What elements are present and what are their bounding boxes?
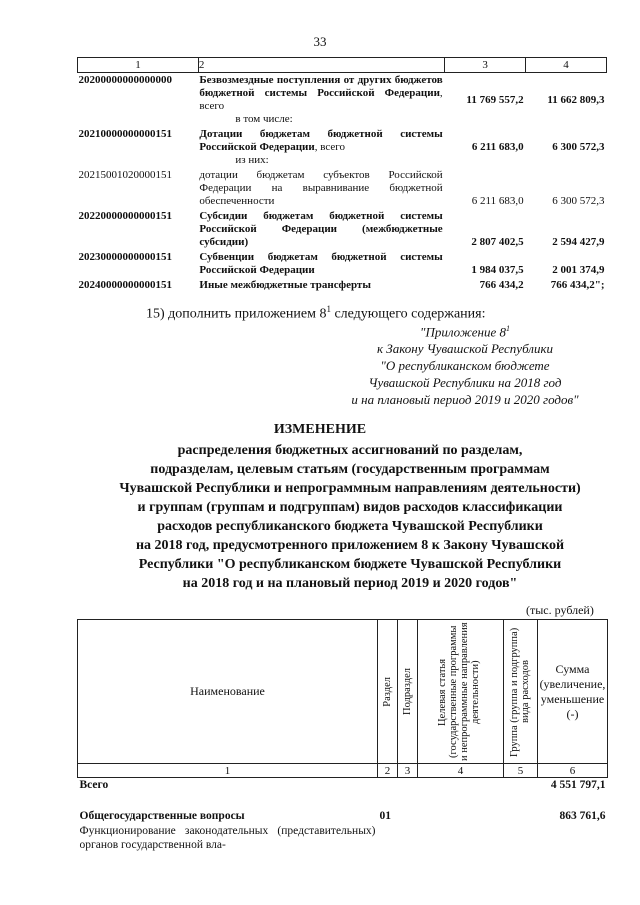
subtitle-line: на 2018 год и на плановый период 2019 и 2020 годов" — [182, 576, 518, 591]
header-subsection: Подраздел — [398, 620, 418, 764]
col-number: 3 — [445, 58, 526, 73]
table-row — [78, 823, 608, 853]
header-sum: Сумма (увеличение, уменьшение (-) — [538, 620, 608, 764]
row-name: Иные межбюджетные трансферты — [199, 279, 371, 291]
col-number: 5 — [504, 764, 538, 778]
budget-code: 20200000000000000 — [78, 74, 172, 86]
table-row — [78, 209, 607, 250]
budget-code: 20220000000000151 — [78, 210, 172, 222]
row-name: Функционирование законодательных (представительных) органов государственной вла- — [79, 825, 376, 851]
value-2020: 6 300 572,3 — [552, 195, 605, 207]
col-number: 2 — [198, 58, 444, 73]
value-2020: 6 300 572,3 — [552, 141, 605, 153]
document-title: ИЗМЕНЕНИЕ — [273, 422, 367, 437]
col-number: 1 — [78, 58, 199, 73]
value-2019: 1 984 037,5 — [471, 264, 524, 276]
subtitle-line: на 2018 год, предусмотренного приложением 8 к Закону Чувашской — [135, 538, 565, 553]
value-2020: 766 434,2"; — [550, 279, 605, 291]
table-row — [78, 168, 607, 209]
col-number: 3 — [398, 764, 418, 778]
header-name: Наименование — [78, 620, 378, 764]
budget-code: 20210000000000151 — [78, 128, 172, 140]
total-label: Всего — [79, 779, 109, 791]
row-name: дотации бюджетам субъектов Российской Федерации на выравнивание бюджетной обеспеченности — [199, 169, 443, 207]
subtitle-line: подразделам, целевым статьям (государственным программам — [150, 462, 550, 477]
allocation-table — [77, 619, 608, 853]
subtitle-line: расходов республиканского бюджета Чувашской Республики — [157, 519, 543, 534]
total-value: 4 551 797,1 — [550, 779, 606, 791]
col-number: 4 — [526, 58, 607, 73]
document-subtitle — [90, 441, 610, 593]
total-row — [78, 778, 608, 793]
row-name: Безвозмездные поступления от других бюджетов бюджетной системы Российской Федерации, всего в том числе: — [199, 74, 443, 125]
col-number: 2 — [378, 764, 398, 778]
value-2020: 2 001 374,9 — [552, 264, 605, 276]
appendix-line: Чувашской Республики на 2018 год — [368, 375, 562, 391]
row-name: Дотации бюджетам бюджетной системы Российской Федерации, всего из них: — [199, 128, 443, 166]
col-number: 4 — [418, 764, 504, 778]
paragraph-15: 15) дополнить приложением $8^1$ следующего содержания: — [146, 304, 486, 322]
table-row — [78, 127, 607, 168]
value-2019: 766 434,2 — [479, 279, 524, 291]
row-name: Субвенции бюджетам бюджетной системы Российской Федерации — [199, 251, 443, 276]
col-number: 6 — [538, 764, 608, 778]
header-expense-group: Группа (группа и подгруппа) вида расходов — [504, 620, 538, 764]
revenue-table — [77, 57, 607, 293]
value-2019: 6 211 683,0 — [471, 195, 524, 207]
row-value: 863 761,6 — [559, 810, 606, 822]
subtitle-line: и группам (группам и подгруппам) видов расходов классификации — [137, 500, 563, 515]
appendix-line: "О республиканском бюджете — [380, 358, 550, 374]
page-number: 33 — [313, 34, 327, 49]
row-name: Общегосударственные вопросы — [79, 810, 245, 822]
appendix-heading — [320, 320, 610, 408]
table-row — [78, 278, 607, 293]
subtitle-line: распределения бюджетных ассигнований по разделам, — [177, 443, 523, 458]
column-number-row — [78, 764, 608, 778]
header-row — [78, 620, 608, 764]
value-2019: 11 769 557,2 — [466, 93, 524, 106]
value-2020: 11 662 809,3 — [547, 93, 605, 106]
column-number-row — [78, 58, 607, 73]
budget-code: 20215001020000151 — [78, 169, 172, 181]
table-row — [78, 73, 607, 128]
appendix-line: и на плановый период 2019 и 2020 годов" — [351, 392, 579, 408]
subtitle-line: Республики "О республиканском бюджете Чувашской Республики — [138, 557, 562, 572]
appendix-line: "Приложение $8^1$ — [419, 324, 510, 340]
budget-code: 20230000000000151 — [78, 251, 172, 263]
col-number: 1 — [78, 764, 378, 778]
table-row — [78, 792, 608, 823]
table-row — [78, 250, 607, 278]
value-2019: 2 807 402,5 — [471, 236, 524, 248]
value-2019: 6 211 683,0 — [471, 141, 524, 153]
subtitle-line: Чувашской Республики и непрограммным направлениям деятельности) — [119, 481, 581, 496]
header-section: Раздел — [378, 620, 398, 764]
unit-label: (тыс. рублей) — [526, 603, 594, 617]
value-2020: 2 594 427,9 — [552, 236, 605, 248]
row-section: 01 — [379, 810, 391, 822]
header-target-article: Целевая статья (государственные программы и непрограммные направления деятельности) — [418, 620, 504, 764]
row-name: Субсидии бюджетам бюджетной системы Российской Федерации (межбюджетные субсидии) — [199, 210, 443, 248]
budget-code: 20240000000000151 — [78, 279, 172, 291]
appendix-line: к Закону Чувашской Республики — [376, 341, 554, 357]
